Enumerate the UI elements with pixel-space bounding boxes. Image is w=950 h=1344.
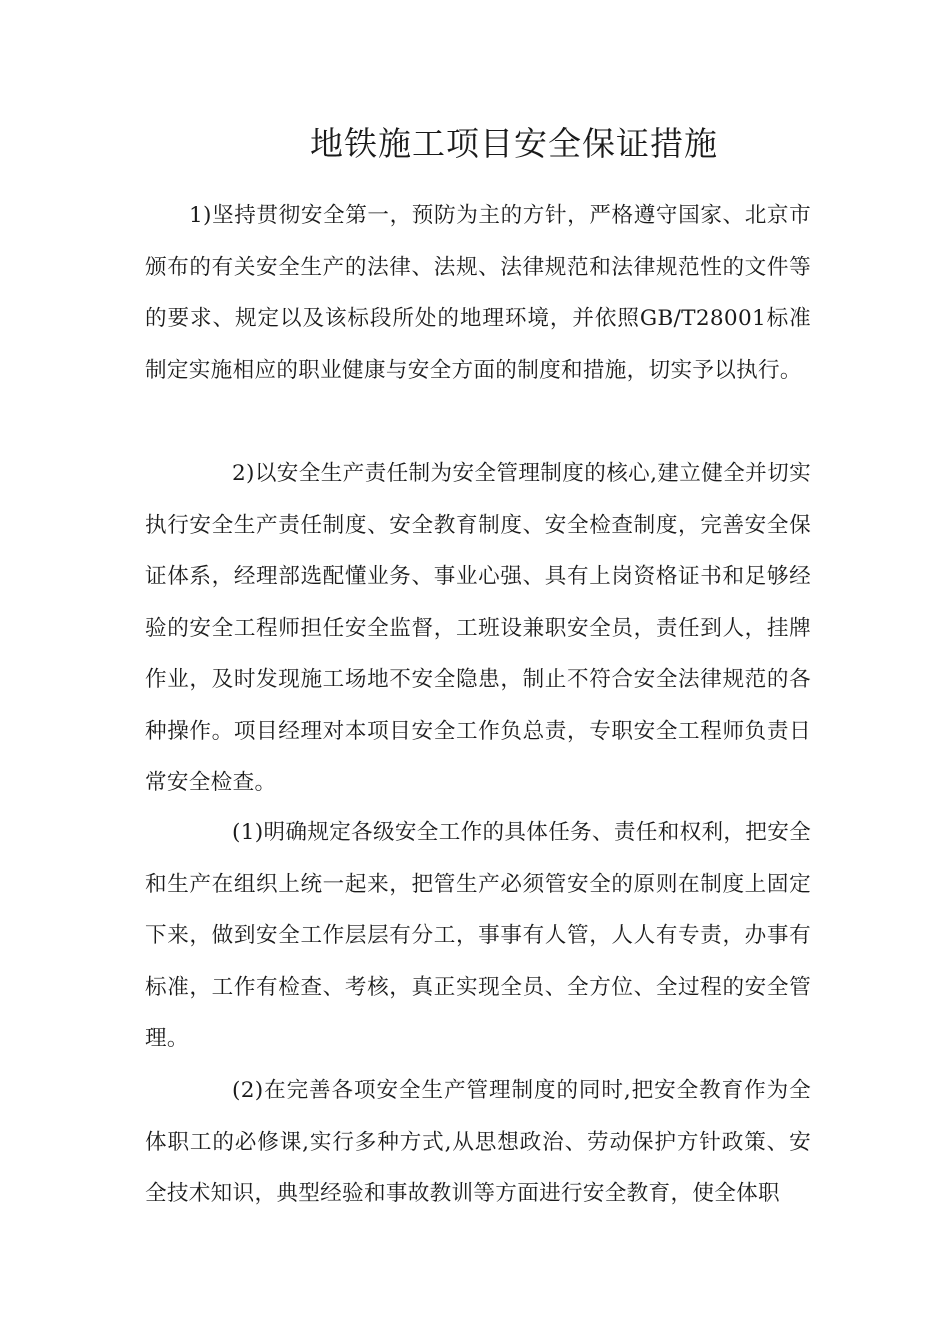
document-title: 地铁施工项目安全保证措施	[310, 124, 718, 163]
paragraph-1: 1)坚持贯彻安全第一，预防为主的方针，严格遵守国家、北京市颁布的有关安全生产的法律、法规、法律规范和法律规范性的文件等的要求、规定以及该标段所处的地理环境，并依照GB/T28001标准制定实施相应的职业健康与安全方面的制度和措施，切实予以执行。	[145, 203, 811, 383]
paragraph-4: (2)在完善各项安全生产管理制度的同时,把安全教育作为全体职工的必修课,实行多种方式,从思想政治、劳动保护方针政策、安全技术知识，典型经验和事故教训等方面进行安全教育，使全体职	[145, 1078, 811, 1206]
paragraph-3: (1)明确规定各级安全工作的具体任务、责任和权利，把安全和生产在组织上统一起来，把管生产必须管安全的原则在制度上固定下来，做到安全工作层层有分工，事事有人管，人人有专责，办事有标准，工作有检查、考核，真正实现全员、全方位、全过程的安全管理。	[145, 820, 811, 1051]
paragraph-2: 2)以安全生产责任制为安全管理制度的核心,建立健全并切实执行安全生产责任制度、安全教育制度、安全检查制度，完善安全保证体系，经理部选配懂业务、事业心强、具有上岗资格证书和足够经验的安全工程师担任安全监督，工班设兼职安全员，责任到人，挂牌作业，及时发现施工场地不安全隐患，制止不符合安全法律规范的各种操作。项目经理对本项目安全工作负总责，专职安全工程师负责日常安全检查。	[145, 461, 811, 795]
